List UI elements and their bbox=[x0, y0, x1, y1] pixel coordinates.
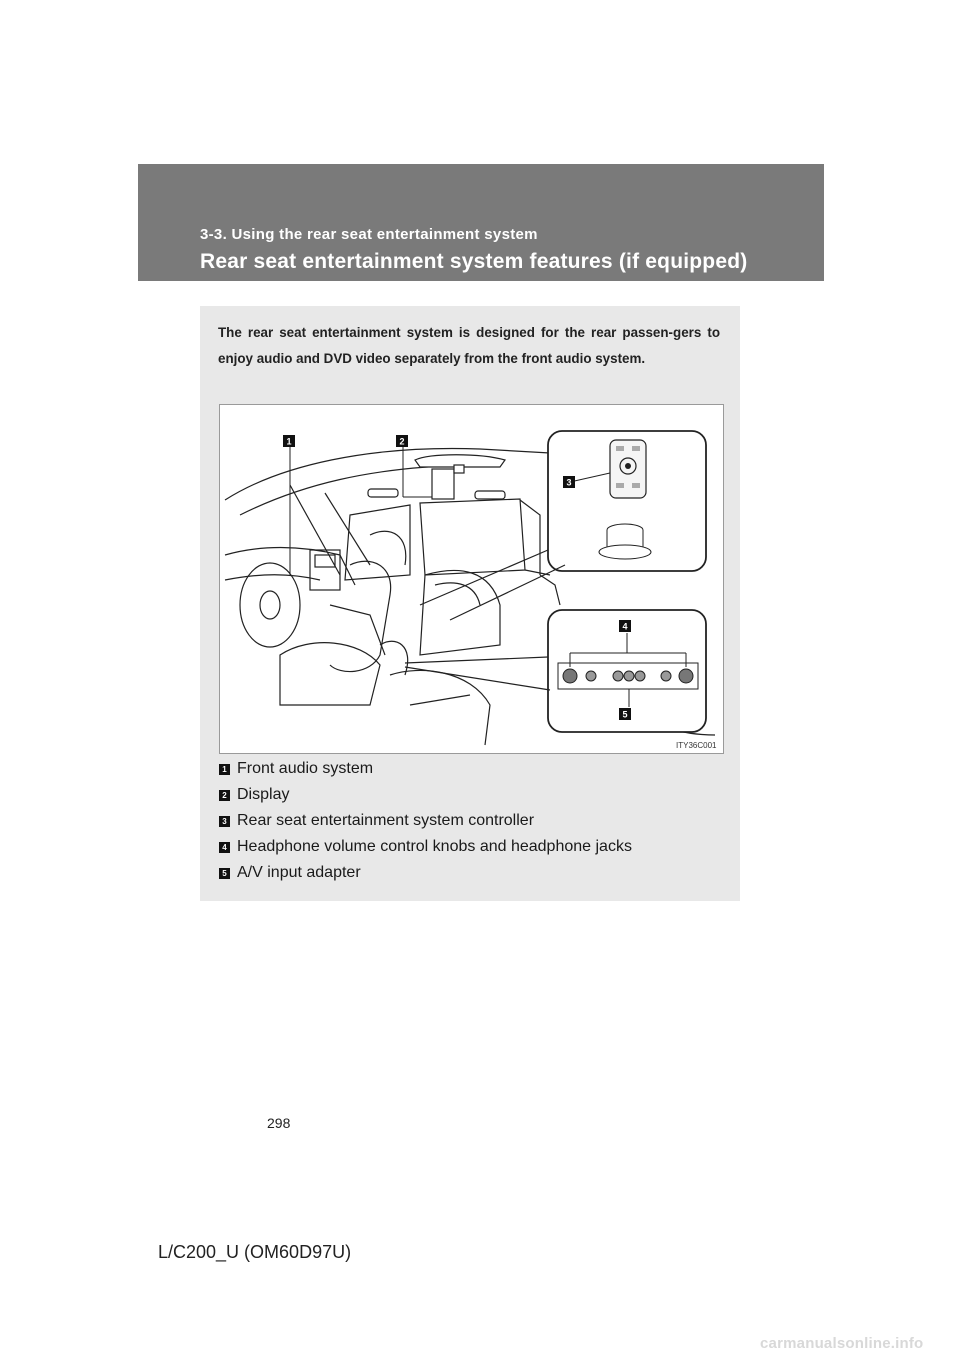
legend-number-badge: 1 bbox=[219, 764, 230, 775]
section-label: 3-3. Using the rear seat entertainment system bbox=[200, 226, 538, 243]
svg-text:5: 5 bbox=[622, 709, 628, 720]
legend-item bbox=[219, 782, 632, 808]
svg-text:3: 3 bbox=[566, 477, 572, 488]
legend-number-badge: 4 bbox=[219, 842, 230, 853]
callout-2 bbox=[396, 435, 408, 447]
legend-label: Rear seat entertainment system controller bbox=[237, 812, 535, 829]
intro-text: The rear seat entertainment system is designed for the rear passen-gers to enjoy audio and DVD video separately from the front audio system. bbox=[218, 325, 720, 366]
legend-label: Headphone volume control knobs and headphone jacks bbox=[237, 838, 632, 855]
jacks-panel-detail-inset bbox=[405, 610, 706, 732]
svg-text:1: 1 bbox=[286, 436, 292, 447]
callout-5 bbox=[619, 708, 631, 720]
callout-1 bbox=[283, 435, 295, 447]
page-title: Rear seat entertainment system features (if equipped) bbox=[200, 250, 748, 273]
vehicle-interior-illustration bbox=[219, 404, 724, 754]
callout-3 bbox=[563, 476, 575, 488]
page-number: 298 bbox=[267, 1115, 291, 1131]
legend-number-badge: 2 bbox=[219, 790, 230, 801]
legend-label: A/V input adapter bbox=[237, 864, 361, 881]
legend-item bbox=[219, 756, 632, 782]
svg-text:2: 2 bbox=[399, 436, 405, 447]
legend-item bbox=[219, 808, 632, 834]
legend-number-badge: 3 bbox=[219, 816, 230, 827]
illustration-svg bbox=[220, 405, 723, 753]
legend-label: Front audio system bbox=[237, 760, 374, 777]
legend-item bbox=[219, 860, 632, 886]
manual-code: L/C200_U (OM60D97U) bbox=[158, 1242, 352, 1262]
callout-4 bbox=[619, 620, 631, 632]
svg-text:4: 4 bbox=[622, 621, 628, 632]
watermark: carmanualsonline.info bbox=[760, 1335, 924, 1352]
legend-number-badge: 5 bbox=[219, 868, 230, 879]
legend-label: Display bbox=[237, 786, 290, 803]
component-legend bbox=[219, 756, 632, 886]
legend-item bbox=[219, 834, 632, 860]
figure-code: ITY36C001 bbox=[676, 741, 717, 750]
overhead-display-drawing bbox=[415, 455, 505, 499]
